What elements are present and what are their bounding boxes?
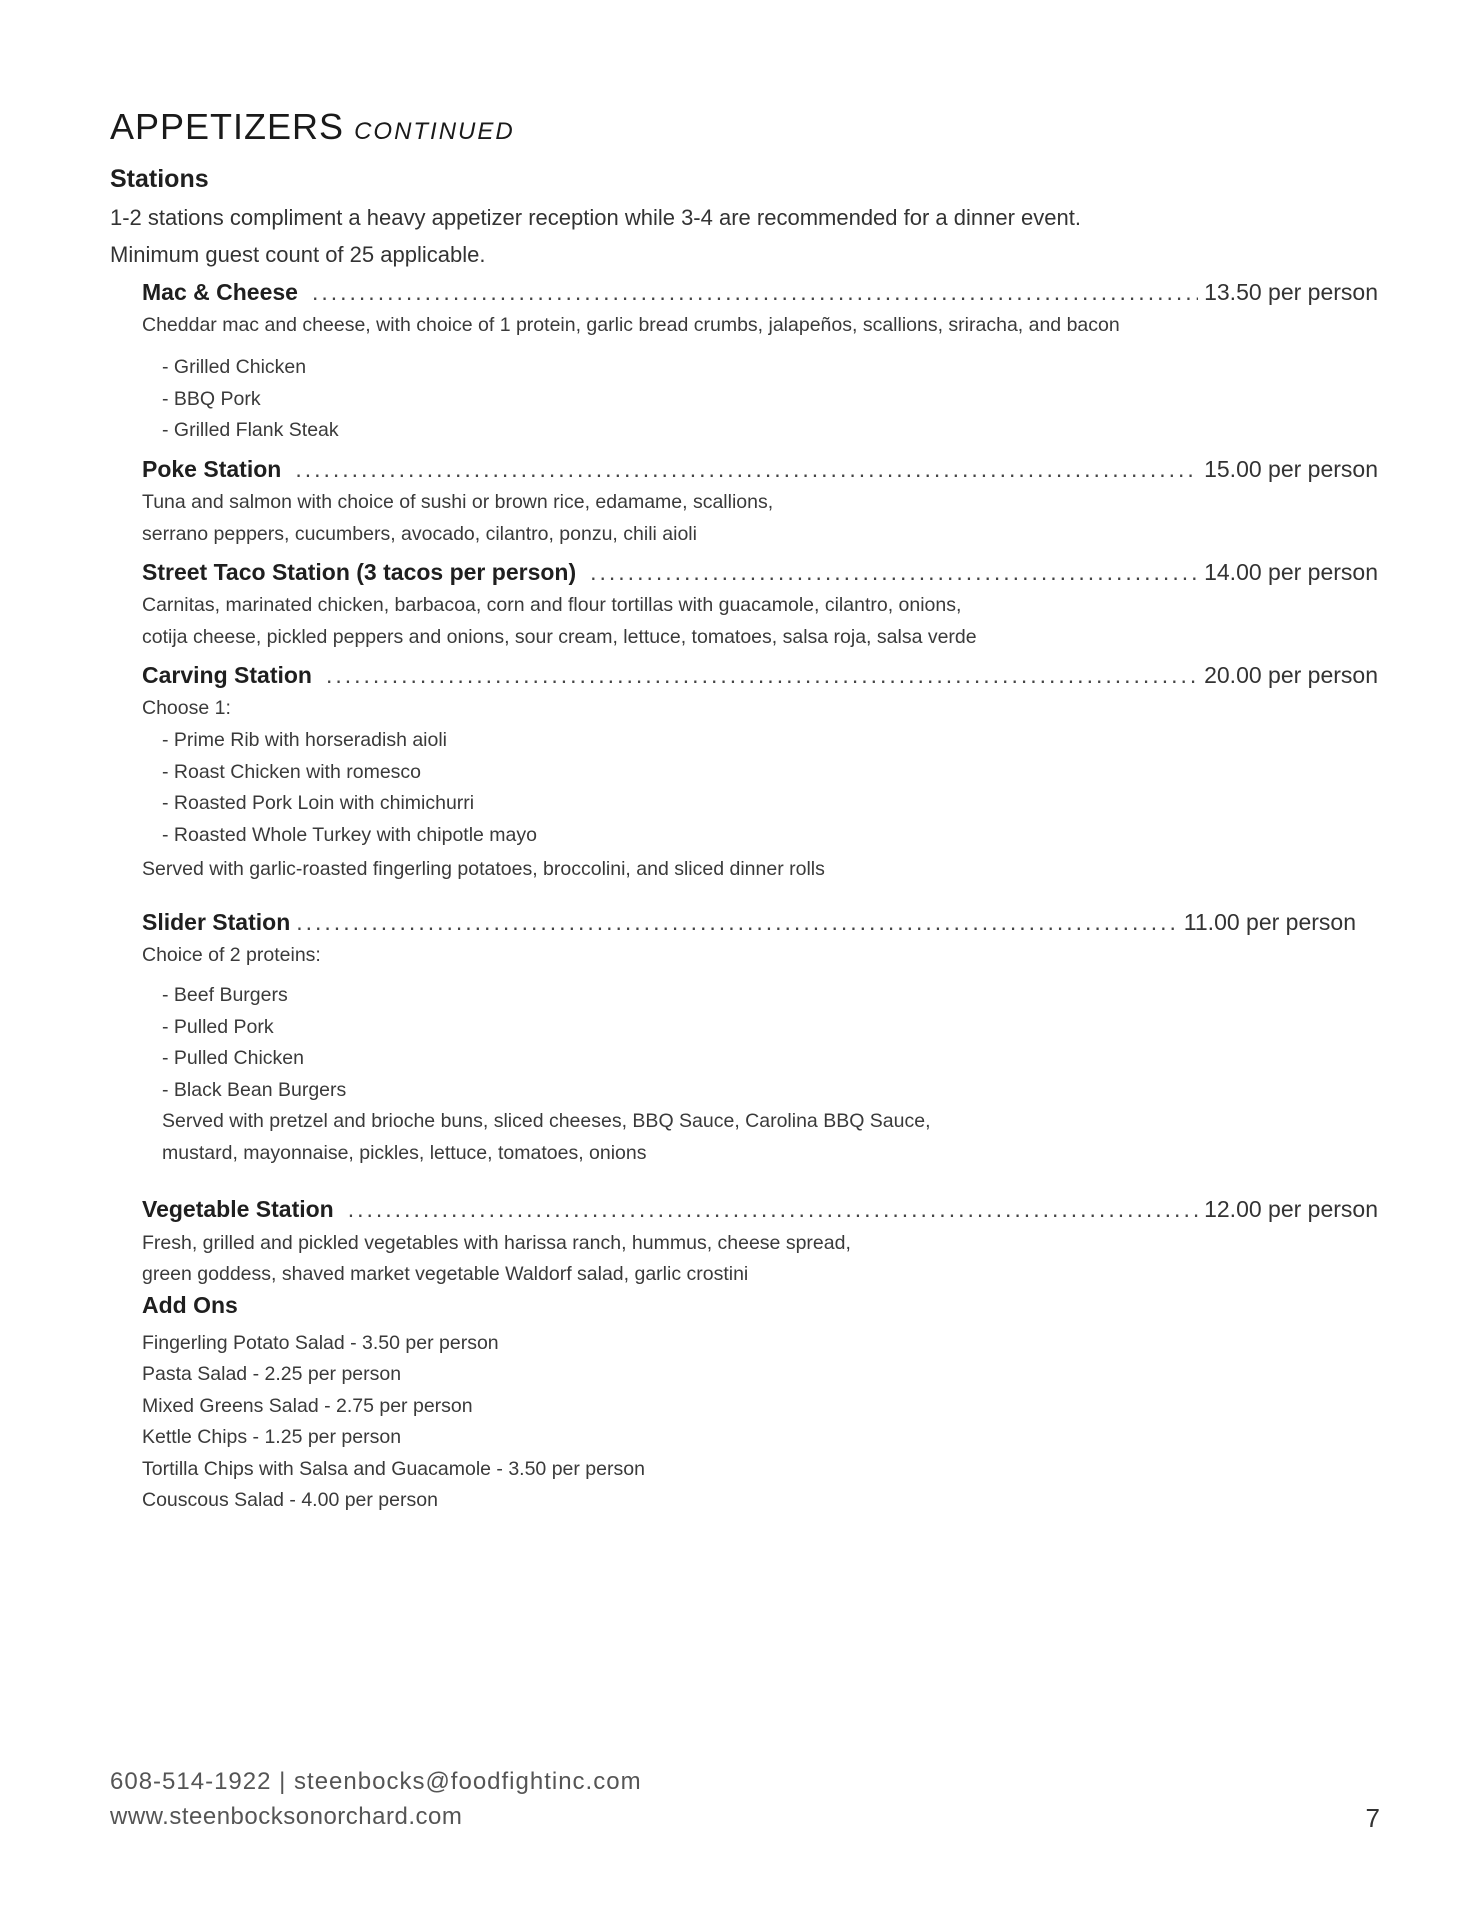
item-served-with: Served with pretzel and brioche buns, sliced cheeses, BBQ Sauce, Carolina BBQ Sauce, [162, 1110, 931, 1132]
item-price: 12.00 per person [1204, 1196, 1378, 1222]
menu-item-street-taco [142, 559, 1378, 586]
item-price: 13.50 per person [1204, 279, 1378, 305]
dot-leader [296, 909, 1178, 936]
addons-title: Add Ons [142, 1292, 238, 1318]
section-intro-line: 1-2 stations compliment a heavy appetizer reception while 3-4 are recommended for a dinner event. [110, 205, 1081, 230]
page-title [110, 106, 515, 148]
item-option: - Roasted Whole Turkey with chipotle mayo [162, 824, 537, 846]
addon-item: Fingerling Potato Salad - 3.50 per person [142, 1332, 499, 1354]
item-name: Carving Station [142, 662, 312, 688]
addon-item: Pasta Salad - 2.25 per person [142, 1363, 402, 1385]
title-main: APPETIZERS [110, 106, 345, 147]
page-number: 7 [1365, 1803, 1380, 1833]
item-option: - Black Bean Burgers [162, 1079, 347, 1101]
item-option: - Pulled Chicken [162, 1047, 304, 1069]
item-name: Mac & Cheese [142, 279, 298, 305]
item-price: 11.00 per person [1183, 909, 1356, 935]
item-option: - Grilled Chicken [162, 356, 307, 378]
item-price: 20.00 per person [1204, 662, 1378, 688]
dot-leader [295, 456, 1198, 483]
menu-item-mac-cheese [142, 279, 1378, 306]
title-suffix: CONTINUED [354, 118, 515, 145]
addon-item: Mixed Greens Salad - 2.75 per person [142, 1395, 473, 1417]
menu-item-vegetable [142, 1196, 1378, 1223]
dot-leader [348, 1196, 1198, 1223]
item-description: cotija cheese, pickled peppers and onions, sour cream, lettuce, tomatoes, salsa roja, salsa verde [142, 626, 977, 648]
item-served-with: Served with garlic-roasted fingerling potatoes, broccolini, and sliced dinner rolls [142, 858, 825, 880]
item-option: - Roasted Pork Loin with chimichurri [162, 792, 475, 814]
menu-page [110, 0, 1380, 1920]
section-intro-line: Minimum guest count of 25 applicable. [110, 242, 486, 267]
addon-item: Kettle Chips - 1.25 per person [142, 1426, 402, 1448]
item-name: Vegetable Station [142, 1196, 334, 1222]
item-description: Cheddar mac and cheese, with choice of 1 protein, garlic bread crumbs, jalapeños, scallions, sriracha, and bacon [142, 314, 1120, 336]
item-option: - Grilled Flank Steak [162, 419, 339, 441]
item-option: - Beef Burgers [162, 984, 288, 1006]
item-description: Tuna and salmon with choice of sushi or brown rice, edamame, scallions, [142, 491, 774, 513]
addon-item: Couscous Salad - 4.00 per person [142, 1489, 438, 1511]
menu-item-carving [142, 662, 1378, 689]
item-option: - Prime Rib with horseradish aioli [162, 729, 448, 751]
item-option: - Pulled Pork [162, 1016, 274, 1038]
footer-contact: 608-514-1922 | steenbocks@foodfightinc.com [110, 1768, 642, 1795]
item-choose-label: Choice of 2 proteins: [142, 944, 321, 966]
item-name: Street Taco Station (3 tacos per person) [142, 559, 577, 585]
item-description: serrano peppers, cucumbers, avocado, cilantro, ponzu, chili aioli [142, 523, 697, 545]
addon-item: Tortilla Chips with Salsa and Guacamole - 3.50 per person [142, 1458, 645, 1480]
menu-item-slider [142, 909, 1356, 936]
item-option: - Roast Chicken with romesco [162, 761, 422, 783]
dot-leader [590, 559, 1198, 586]
item-choose-label: Choose 1: [142, 697, 231, 719]
item-description: Carnitas, marinated chicken, barbacoa, corn and flour tortillas with guacamole, cilantro, onions, [142, 594, 962, 616]
item-option: - BBQ Pork [162, 388, 261, 410]
section-title: Stations [110, 165, 209, 193]
item-price: 15.00 per person [1204, 456, 1378, 482]
menu-item-poke [142, 456, 1378, 483]
dot-leader [312, 279, 1198, 306]
item-name: Slider Station [142, 909, 291, 935]
item-name: Poke Station [142, 456, 282, 482]
footer-website: www.steenbocksonorchard.com [110, 1803, 463, 1830]
item-served-with: mustard, mayonnaise, pickles, lettuce, tomatoes, onions [162, 1142, 647, 1164]
item-description: Fresh, grilled and pickled vegetables with harissa ranch, hummus, cheese spread, [142, 1232, 851, 1254]
item-description: green goddess, shaved market vegetable Waldorf salad, garlic crostini [142, 1263, 749, 1285]
item-price: 14.00 per person [1204, 559, 1378, 585]
dot-leader [326, 662, 1198, 689]
